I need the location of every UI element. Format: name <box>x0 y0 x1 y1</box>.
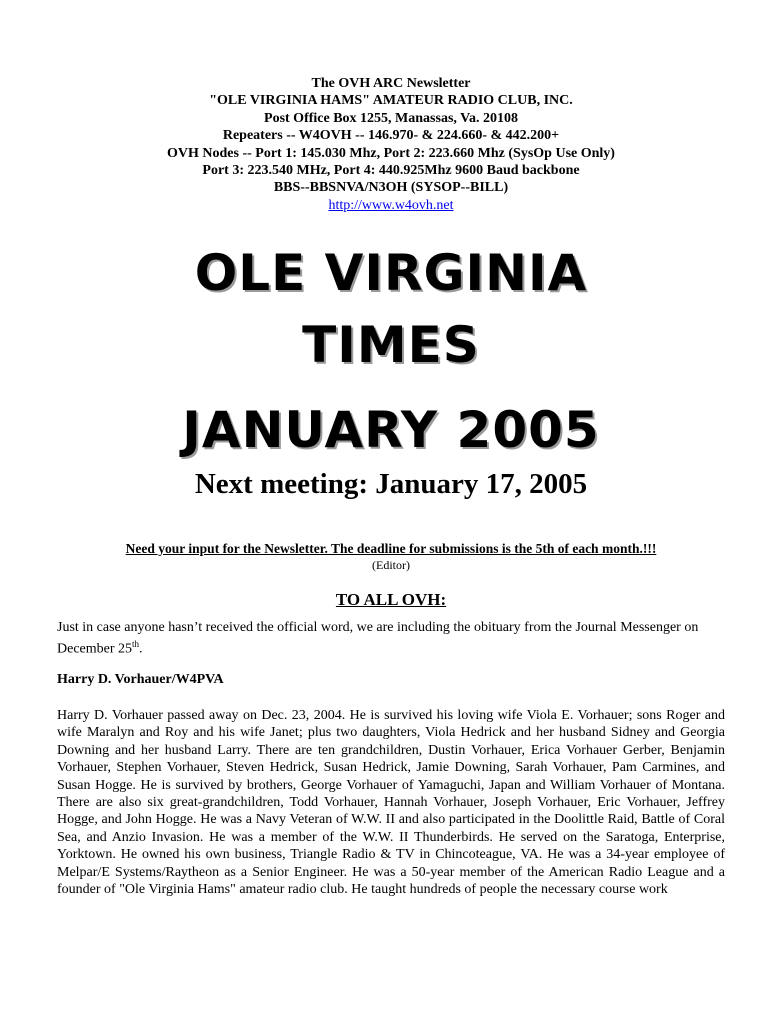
next-meeting: Next meeting: January 17, 2005 <box>194 468 588 500</box>
submission-deadline-note: Need your input for the Newsletter. The deadline for submissions is the 5th of each month.!!! <box>125 541 657 556</box>
header-repeaters: Repeaters -- W4OVH -- 146.970- & 224.660- & 442.200+ <box>222 128 560 144</box>
editor-note: (Editor) <box>372 558 410 572</box>
newsletter-header <box>0 75 770 214</box>
website-link[interactable]: http://www.w4ovh.net <box>328 197 454 213</box>
header-nodes: OVH Nodes -- Port 1: 145.030 Mhz, Port 2: 223.660 Mhz (SysOp Use Only) <box>167 145 615 161</box>
header-ports: Port 3: 223.540 MHz, Port 4: 440.925Mhz 9600 Baud backbone <box>202 163 580 179</box>
masthead-line-1: OLE VIRGINIA <box>194 244 588 302</box>
header-bbs: BBS--BBSNVA/N3OH (SYSOP--BILL) <box>273 180 509 196</box>
masthead-issue-date: JANUARY 2005 <box>182 401 600 459</box>
section-heading: TO ALL OVH: <box>335 590 447 609</box>
obituary-name: Harry D. Vorhauer/W4PVA <box>57 672 224 687</box>
masthead-line-2: TIMES <box>302 316 480 374</box>
intro-superscript: th <box>132 639 140 650</box>
header-title: The OVH ARC Newsletter <box>311 76 471 91</box>
intro-text: Just in case anyone hasn’t received the official word, we are including the obituary from the Journal Messenger on December 25 <box>57 620 699 658</box>
intro-paragraph <box>57 619 725 658</box>
header-address: Post Office Box 1255, Manassas, Va. 20108 <box>264 110 518 126</box>
intro-end: . <box>139 642 143 658</box>
header-club-name: "OLE VIRGINIA HAMS" AMATEUR RADIO CLUB, INC. <box>209 93 573 109</box>
obituary-text: Harry D. Vorhauer passed away on Dec. 23, 2004. He is survived his loving wife Viola E. Vorhauer; sons Roger and wife Maralyn and Roy and his wife Janet; plus two daughters, Viola Hedrick and her husband Sidney and Georgia Downing and her husband Larry. There are ten grandchildren, Dustin Vorhauer, Erica Vorhauer Gerber, Benjamin Vorhauer, Stephen Vorhauer, Steven Hedrick, Susan Hedrick, Jamie Downing, Sarah Vorhauer, Pam Carmines, and Susan Hogge. He is survived by brothers, George Vorhauer of Yamaguchi, Japan and William Vorhauer of Montana. There are also six great-grandchildren, Todd Vorhauer, Hannah Vorhauer, Joseph Vorhauer, Eric Vorhauer, Jeffrey Hogge, and John Hogge. He was a Navy Veteran of W.W. II and also participated in the Doolittle Raid, Battle of Coral Sea, and Anzio Invasion. He was a member of the W.W. II Thunderbirds. He served on the Saratoga, Enterprise, Yorktown. He owned his own business, Triangle Radio & TV in Chincoteague, VA. He was a 34-year employee of Melpar/E Systems/Raytheon as a Senior Engineer. He was a 50-year member of the American Radio League and a founder of "Ole Virginia Hams" amateur radio club. He taught hundreds of people the necessary course work <box>57 708 725 898</box>
